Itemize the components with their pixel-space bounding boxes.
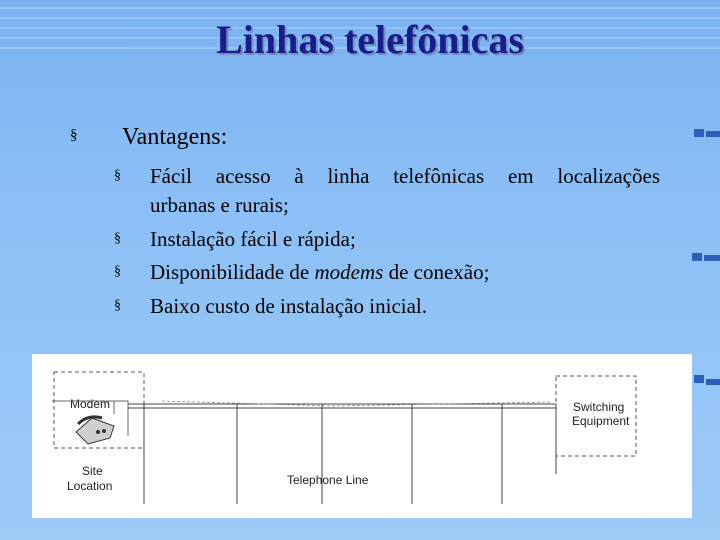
bullet-marker: § [114,168,121,183]
slide-title: Linhas telefônicas [216,17,524,62]
bullet-marker: § [114,264,121,279]
sub-bullet-1-line-1: Fácil acesso à linha telefônicas em localizações [150,164,660,188]
main-bullet-text: Vantagens: [122,124,228,150]
site-label: Site [82,464,103,478]
decorative-marks [690,125,720,405]
bullet-marker: § [114,298,121,313]
sub-bullet-3-post: de conexão; [383,260,490,284]
sub-bullet-2: Instalação fácil e rápida; [150,227,356,251]
location-label: Location [67,479,113,493]
bullet-marker: § [70,127,78,143]
modem-label: Modem [70,397,111,411]
equipment-label: Equipment [572,414,630,428]
bullet-marker: § [114,231,121,246]
sub-bullet-4: Baixo custo de instalação inicial. [150,294,427,318]
telephone-line-label: Telephone Line [287,473,369,487]
switching-label: Switching [573,400,625,414]
sub-bullet-1-line-2: urbanas e rurais; [150,193,289,217]
sub-bullet-3 [150,259,489,285]
sub-bullet-3-pre: Disponibilidade de [150,260,315,284]
telephone-line-diagram [32,354,692,518]
sub-bullet-3-em: modems [314,260,384,284]
